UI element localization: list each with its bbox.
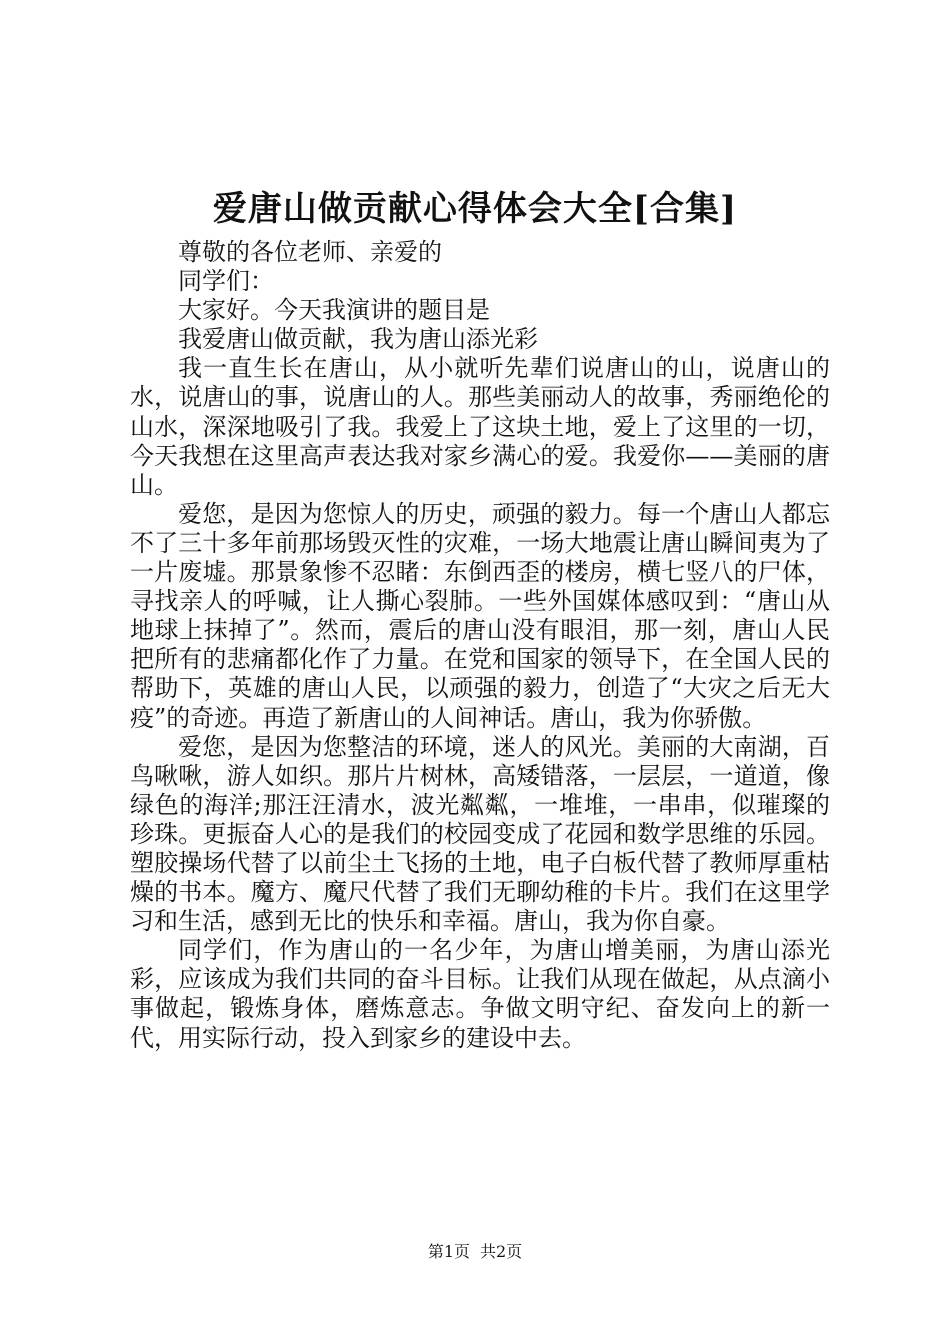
speech-topic-line: 我爱唐山做贡献，我为唐山添光彩: [178, 325, 538, 354]
body-paragraph: 我一直生长在唐山，从小就听先辈们说唐山的山，说唐山的水，说唐山的事，说唐山的人。那些美丽动人的故事，秀丽绝伦的山水，深深地吸引了我。我爱上了这块土地，爱上了这里的一切，今天我想在这里高声表达我对家乡满心的爱。我爱你——美丽的唐山。: [130, 354, 830, 499]
page-number: 第1页: [427, 1242, 470, 1261]
body-paragraph: 爱您，是因为您惊人的历史，顽强的毅力。每一个唐山人都忘不了三十多年前那场毁灭性的灾难，一场大地震让唐山瞬间夷为了一片废墟。那景象惨不忍睹：东倒西歪的楼房，横七竖八的尸体，寻找亲人的呼喊，让人撕心裂肺。一些外国媒体感叹到：“唐山从地球上抹掉了”。然而，震后的唐山没有眼泪，那一刻，唐山人民把所有的悲痛都化作了力量。在党和国家的领导下，在全国人民的帮助下，英雄的唐山人民，以顽强的毅力，创造了“大灾之后无大疫”的奇迹。再造了新唐山的人间神话。唐山，我为你骄傲。: [130, 499, 830, 732]
body-paragraph: 同学们，作为唐山的一名少年，为唐山增美丽，为唐山添光彩，应该成为我们共同的奋斗目标。让我们从现在做起，从点滴小事做起，锻炼身体，磨炼意志。争做文明守纪、奋发向上的新一代，用实际行动，投入到家乡的建设中去。: [130, 936, 830, 1052]
page-total: 共2页: [480, 1242, 523, 1261]
salutation-line: 同学们：: [178, 267, 274, 296]
body-paragraph: 爱您，是因为您整洁的环境，迷人的风光。美丽的大南湖，百鸟啾啾，游人如织。那片片树林，高矮错落，一层层，一道道，像绿色的海洋;那汪汪清水，波光粼粼，一堆堆，一串串，似璀璨的珍珠。更振奋人心的是我们的校园变成了花园和数学思维的乐园。塑胶操场代替了以前尘土飞扬的土地，电子白板代替了教师厚重枯燥的书本。魔方、魔尺代替了我们无聊幼稚的卡片。我们在这里学习和生活，感到无比的快乐和幸福。唐山，我为你自豪。: [130, 732, 830, 936]
document-title: 爱唐山做贡献心得体会大全[合集]: [212, 189, 738, 229]
page-footer: [0, 1240, 950, 1264]
document-body: [130, 238, 830, 1053]
salutation-line: 尊敬的各位老师、亲爱的: [178, 238, 442, 266]
greeting-line: 大家好。今天我演讲的题目是: [178, 296, 490, 325]
